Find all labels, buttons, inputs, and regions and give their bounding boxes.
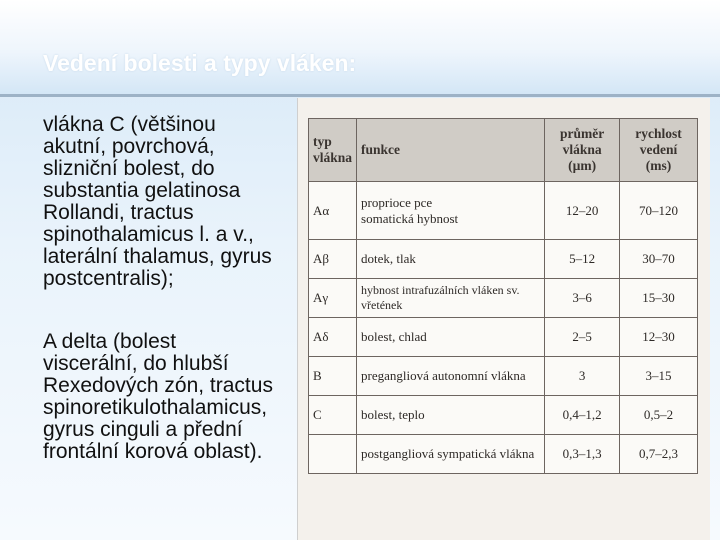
slide-title: Vedení bolesti a typy vláken: [43,50,357,76]
header-typ: typ vlákna [309,119,357,182]
cell-prumer: 3–6 [545,279,620,318]
cell-typ: Aδ [309,318,357,357]
paragraph-c-fibers: vlákna C (většinou akutní, povrchová, slizniční bolest, do substantia gelatinosa Rollandi, tractus spinothalamicus l. a v., laterální thalamus, gyrus postcentralis); [43,113,272,290]
cell-funkce: hybnost intrafuzálních vláken sv. vřetének [357,279,545,318]
cell-rychlost: 0,5–2 [620,396,698,435]
cell-rychlost: 0,7–2,3 [620,435,698,474]
table-row [309,435,698,474]
cell-funkce: bolest, chlad [357,318,545,357]
cell-funkce: pregangliová autonomní vlákna [357,357,545,396]
cell-prumer: 5–12 [545,240,620,279]
cell-prumer: 2–5 [545,318,620,357]
title-bar [0,0,720,95]
cell-rychlost: 30–70 [620,240,698,279]
table-header-row [309,119,698,182]
cell-rychlost: 12–30 [620,318,698,357]
cell-funkce: proprioce pce somatická hybnost [357,182,545,240]
cell-funkce: bolest, teplo [357,396,545,435]
table-row [309,396,698,435]
cell-prumer: 12–20 [545,182,620,240]
cell-typ: Aβ [309,240,357,279]
cell-rychlost: 70–120 [620,182,698,240]
cell-funkce: postgangliová sympatická vlákna [357,435,545,474]
cell-typ: Aα [309,182,357,240]
header-funkce: funkce [357,119,545,182]
fiber-types-table [308,118,698,474]
table-row [309,279,698,318]
fiber-table-image [298,98,710,540]
cell-prumer: 0,3–1,3 [545,435,620,474]
cell-prumer: 0,4–1,2 [545,396,620,435]
paragraph-a-delta-fibers: A delta (bolest viscerální, do hlubší Rexedových zón, tractus spinoretikulothalamicus, gyrus cinguli a přední frontální korová oblast). [43,330,273,463]
header-prumer: průměr vlákna (µm) [545,119,620,182]
title-divider [0,94,720,97]
table-row [309,240,698,279]
cell-typ [309,435,357,474]
cell-typ: Aγ [309,279,357,318]
header-rychlost: rychlost vedení (ms) [620,119,698,182]
cell-funkce: dotek, tlak [357,240,545,279]
cell-prumer: 3 [545,357,620,396]
cell-rychlost: 3–15 [620,357,698,396]
cell-typ: C [309,396,357,435]
cell-rychlost: 15–30 [620,279,698,318]
table-row [309,357,698,396]
table-row [309,318,698,357]
table-row [309,182,698,240]
cell-typ: B [309,357,357,396]
